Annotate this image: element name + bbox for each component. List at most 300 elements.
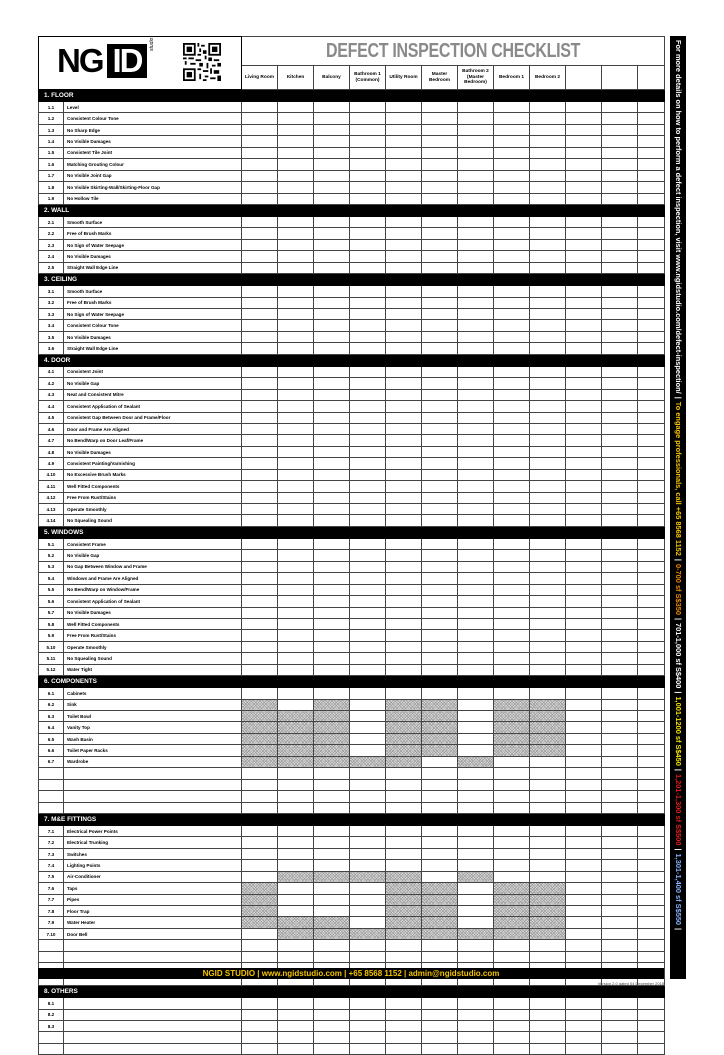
check-cell[interactable] [278,779,314,790]
check-cell[interactable] [278,435,314,446]
check-cell[interactable] [530,768,566,779]
check-cell[interactable] [350,320,386,331]
check-cell[interactable] [638,756,665,767]
check-cell[interactable] [566,251,602,262]
check-cell[interactable] [278,550,314,561]
check-cell[interactable] [566,894,602,905]
check-cell[interactable] [602,860,638,871]
check-cell[interactable] [566,550,602,561]
check-cell[interactable] [314,584,350,595]
check-cell[interactable] [422,538,458,549]
check-cell[interactable] [530,147,566,158]
check-cell[interactable] [494,1043,530,1054]
check-cell[interactable] [638,664,665,675]
check-cell[interactable] [386,239,422,250]
check-cell[interactable] [638,378,665,389]
check-cell[interactable] [494,584,530,595]
check-cell[interactable] [458,1032,494,1043]
check-cell[interactable] [242,641,278,652]
check-cell[interactable] [386,550,422,561]
check-cell[interactable] [494,286,530,297]
check-cell[interactable] [566,561,602,572]
check-cell[interactable] [314,653,350,664]
check-cell[interactable] [602,147,638,158]
check-cell[interactable] [530,561,566,572]
check-cell[interactable] [458,998,494,1009]
check-cell[interactable] [422,481,458,492]
check-cell[interactable] [350,343,386,354]
check-cell[interactable] [566,630,602,641]
check-cell[interactable] [494,343,530,354]
check-cell[interactable] [278,297,314,308]
check-cell[interactable] [386,170,422,181]
check-cell[interactable] [242,768,278,779]
check-cell[interactable] [638,515,665,526]
check-cell[interactable] [530,607,566,618]
check-cell[interactable] [530,458,566,469]
check-cell[interactable] [242,573,278,584]
check-cell[interactable] [458,802,494,813]
check-cell[interactable] [566,618,602,629]
check-cell[interactable] [530,446,566,457]
check-cell[interactable] [422,297,458,308]
check-cell[interactable] [494,618,530,629]
check-cell[interactable] [602,745,638,756]
check-cell[interactable] [350,1009,386,1020]
check-cell[interactable] [242,791,278,802]
check-cell[interactable] [386,825,422,836]
check-cell[interactable] [638,136,665,147]
check-cell[interactable] [638,584,665,595]
check-cell[interactable] [530,1020,566,1031]
check-cell[interactable] [566,596,602,607]
check-cell[interactable] [458,124,494,135]
check-cell[interactable] [314,641,350,652]
check-cell[interactable] [242,182,278,193]
check-cell[interactable] [278,492,314,503]
check-cell[interactable] [602,251,638,262]
check-cell[interactable] [638,320,665,331]
check-cell[interactable] [422,860,458,871]
check-cell[interactable] [278,216,314,227]
check-cell[interactable] [566,928,602,939]
check-cell[interactable] [422,607,458,618]
check-cell[interactable] [602,286,638,297]
check-cell[interactable] [422,1020,458,1031]
check-cell[interactable] [278,182,314,193]
check-cell[interactable] [242,504,278,515]
check-cell[interactable] [422,113,458,124]
check-cell[interactable] [458,779,494,790]
check-cell[interactable] [350,561,386,572]
check-cell[interactable] [494,768,530,779]
check-cell[interactable] [386,147,422,158]
check-cell[interactable] [350,216,386,227]
check-cell[interactable] [458,423,494,434]
check-cell[interactable] [242,779,278,790]
check-cell[interactable] [530,573,566,584]
check-cell[interactable] [638,688,665,699]
check-cell[interactable] [638,802,665,813]
check-cell[interactable] [566,871,602,882]
check-cell[interactable] [458,286,494,297]
check-cell[interactable] [566,147,602,158]
check-cell[interactable] [314,469,350,480]
check-cell[interactable] [314,320,350,331]
check-cell[interactable] [458,113,494,124]
check-cell[interactable] [242,113,278,124]
check-cell[interactable] [314,1009,350,1020]
check-cell[interactable] [242,1043,278,1054]
check-cell[interactable] [566,320,602,331]
check-cell[interactable] [314,894,350,905]
check-cell[interactable] [350,607,386,618]
check-cell[interactable] [458,515,494,526]
check-cell[interactable] [422,286,458,297]
check-cell[interactable] [602,170,638,181]
check-cell[interactable] [458,538,494,549]
check-cell[interactable] [494,802,530,813]
check-cell[interactable] [638,733,665,744]
check-cell[interactable] [602,159,638,170]
check-cell[interactable] [494,297,530,308]
check-cell[interactable] [566,848,602,859]
check-cell[interactable] [314,216,350,227]
check-cell[interactable] [494,458,530,469]
check-cell[interactable] [494,182,530,193]
check-cell[interactable] [566,193,602,204]
check-cell[interactable] [602,791,638,802]
check-cell[interactable] [350,147,386,158]
check-cell[interactable] [566,699,602,710]
check-cell[interactable] [278,124,314,135]
check-cell[interactable] [638,791,665,802]
check-cell[interactable] [314,906,350,917]
check-cell[interactable] [458,791,494,802]
check-cell[interactable] [278,136,314,147]
check-cell[interactable] [242,596,278,607]
check-cell[interactable] [422,435,458,446]
check-cell[interactable] [422,653,458,664]
check-cell[interactable] [458,951,494,962]
check-cell[interactable] [530,102,566,113]
check-cell[interactable] [494,423,530,434]
check-cell[interactable] [386,102,422,113]
check-cell[interactable] [278,343,314,354]
check-cell[interactable] [566,768,602,779]
check-cell[interactable] [350,136,386,147]
check-cell[interactable] [350,802,386,813]
check-cell[interactable] [602,607,638,618]
check-cell[interactable] [638,1020,665,1031]
check-cell[interactable] [530,596,566,607]
check-cell[interactable] [638,159,665,170]
check-cell[interactable] [314,664,350,675]
check-cell[interactable] [494,102,530,113]
check-cell[interactable] [386,998,422,1009]
check-cell[interactable] [422,102,458,113]
check-cell[interactable] [530,262,566,273]
check-cell[interactable] [530,791,566,802]
check-cell[interactable] [638,366,665,377]
check-cell[interactable] [278,791,314,802]
check-cell[interactable] [350,412,386,423]
check-cell[interactable] [494,791,530,802]
check-cell[interactable] [530,664,566,675]
check-cell[interactable] [602,343,638,354]
check-cell[interactable] [530,584,566,595]
check-cell[interactable] [602,262,638,273]
check-cell[interactable] [566,664,602,675]
check-cell[interactable] [314,481,350,492]
check-cell[interactable] [458,688,494,699]
check-cell[interactable] [566,998,602,1009]
check-cell[interactable] [386,584,422,595]
check-cell[interactable] [386,573,422,584]
check-cell[interactable] [386,802,422,813]
check-cell[interactable] [242,802,278,813]
check-cell[interactable] [638,102,665,113]
check-cell[interactable] [422,401,458,412]
check-cell[interactable] [458,412,494,423]
check-cell[interactable] [314,596,350,607]
check-cell[interactable] [494,136,530,147]
check-cell[interactable] [602,573,638,584]
check-cell[interactable] [530,170,566,181]
check-cell[interactable] [278,113,314,124]
check-cell[interactable] [638,711,665,722]
check-cell[interactable] [242,159,278,170]
check-cell[interactable] [458,860,494,871]
check-cell[interactable] [242,216,278,227]
check-cell[interactable] [530,756,566,767]
check-cell[interactable] [638,170,665,181]
check-cell[interactable] [278,894,314,905]
check-cell[interactable] [314,124,350,135]
check-cell[interactable] [242,147,278,158]
check-cell[interactable] [350,550,386,561]
check-cell[interactable] [494,216,530,227]
check-cell[interactable] [386,435,422,446]
check-cell[interactable] [638,906,665,917]
check-cell[interactable] [350,745,386,756]
check-cell[interactable] [530,641,566,652]
check-cell[interactable] [530,1032,566,1043]
check-cell[interactable] [350,366,386,377]
check-cell[interactable] [566,1043,602,1054]
check-cell[interactable] [530,779,566,790]
check-cell[interactable] [386,251,422,262]
check-cell[interactable] [638,297,665,308]
check-cell[interactable] [566,124,602,135]
check-cell[interactable] [494,607,530,618]
check-cell[interactable] [458,309,494,320]
check-cell[interactable] [602,504,638,515]
check-cell[interactable] [530,320,566,331]
check-cell[interactable] [566,906,602,917]
check-cell[interactable] [602,331,638,342]
check-cell[interactable] [638,951,665,962]
check-cell[interactable] [422,561,458,572]
check-cell[interactable] [494,504,530,515]
check-cell[interactable] [350,894,386,905]
check-cell[interactable] [314,688,350,699]
check-cell[interactable] [242,297,278,308]
check-cell[interactable] [494,538,530,549]
check-cell[interactable] [350,573,386,584]
check-cell[interactable] [602,928,638,939]
check-cell[interactable] [602,630,638,641]
check-cell[interactable] [566,641,602,652]
check-cell[interactable] [458,343,494,354]
check-cell[interactable] [458,745,494,756]
check-cell[interactable] [422,446,458,457]
check-cell[interactable] [566,239,602,250]
check-cell[interactable] [242,928,278,939]
check-cell[interactable] [422,331,458,342]
check-cell[interactable] [494,481,530,492]
check-cell[interactable] [242,331,278,342]
check-cell[interactable] [350,297,386,308]
check-cell[interactable] [530,550,566,561]
check-cell[interactable] [278,630,314,641]
check-cell[interactable] [350,653,386,664]
check-cell[interactable] [242,515,278,526]
check-cell[interactable] [458,251,494,262]
check-cell[interactable] [566,779,602,790]
check-cell[interactable] [422,837,458,848]
check-cell[interactable] [314,630,350,641]
check-cell[interactable] [566,492,602,503]
check-cell[interactable] [422,469,458,480]
check-cell[interactable] [314,561,350,572]
check-cell[interactable] [350,446,386,457]
check-cell[interactable] [602,883,638,894]
check-cell[interactable] [602,779,638,790]
check-cell[interactable] [350,733,386,744]
check-cell[interactable] [314,802,350,813]
check-cell[interactable] [278,653,314,664]
check-cell[interactable] [494,124,530,135]
check-cell[interactable] [422,515,458,526]
check-cell[interactable] [530,401,566,412]
check-cell[interactable] [602,1009,638,1020]
check-cell[interactable] [638,538,665,549]
check-cell[interactable] [566,228,602,239]
check-cell[interactable] [638,124,665,135]
check-cell[interactable] [566,573,602,584]
check-cell[interactable] [458,297,494,308]
check-cell[interactable] [566,917,602,928]
check-cell[interactable] [602,733,638,744]
check-cell[interactable] [494,837,530,848]
check-cell[interactable] [566,412,602,423]
check-cell[interactable] [314,435,350,446]
check-cell[interactable] [566,584,602,595]
check-cell[interactable] [314,343,350,354]
check-cell[interactable] [350,515,386,526]
check-cell[interactable] [530,1043,566,1054]
check-cell[interactable] [242,389,278,400]
check-cell[interactable] [602,768,638,779]
check-cell[interactable] [494,228,530,239]
check-cell[interactable] [566,366,602,377]
check-cell[interactable] [530,228,566,239]
check-cell[interactable] [494,951,530,962]
check-cell[interactable] [278,469,314,480]
check-cell[interactable] [386,446,422,457]
check-cell[interactable] [386,469,422,480]
check-cell[interactable] [458,366,494,377]
check-cell[interactable] [386,492,422,503]
check-cell[interactable] [386,423,422,434]
check-cell[interactable] [530,286,566,297]
check-cell[interactable] [602,389,638,400]
check-cell[interactable] [638,309,665,320]
check-cell[interactable] [278,481,314,492]
check-cell[interactable] [278,940,314,951]
check-cell[interactable] [278,102,314,113]
check-cell[interactable] [530,825,566,836]
check-cell[interactable] [242,607,278,618]
check-cell[interactable] [458,711,494,722]
check-cell[interactable] [638,469,665,480]
check-cell[interactable] [314,309,350,320]
check-cell[interactable] [278,412,314,423]
check-cell[interactable] [638,401,665,412]
check-cell[interactable] [638,641,665,652]
check-cell[interactable] [602,756,638,767]
check-cell[interactable] [314,389,350,400]
check-cell[interactable] [566,170,602,181]
check-cell[interactable] [602,309,638,320]
check-cell[interactable] [314,860,350,871]
check-cell[interactable] [638,573,665,584]
check-cell[interactable] [314,848,350,859]
check-cell[interactable] [242,343,278,354]
check-cell[interactable] [530,688,566,699]
check-cell[interactable] [566,136,602,147]
check-cell[interactable] [350,951,386,962]
check-cell[interactable] [350,309,386,320]
check-cell[interactable] [638,917,665,928]
check-cell[interactable] [566,435,602,446]
check-cell[interactable] [314,331,350,342]
check-cell[interactable] [242,366,278,377]
check-cell[interactable] [494,573,530,584]
check-cell[interactable] [458,653,494,664]
check-cell[interactable] [386,193,422,204]
check-cell[interactable] [494,550,530,561]
check-cell[interactable] [530,860,566,871]
check-cell[interactable] [638,481,665,492]
check-cell[interactable] [350,239,386,250]
check-cell[interactable] [494,320,530,331]
check-cell[interactable] [314,998,350,1009]
check-cell[interactable] [242,228,278,239]
check-cell[interactable] [566,423,602,434]
check-cell[interactable] [602,136,638,147]
check-cell[interactable] [386,779,422,790]
check-cell[interactable] [422,998,458,1009]
check-cell[interactable] [566,113,602,124]
check-cell[interactable] [350,1032,386,1043]
check-cell[interactable] [638,883,665,894]
check-cell[interactable] [350,286,386,297]
check-cell[interactable] [314,136,350,147]
check-cell[interactable] [458,894,494,905]
check-cell[interactable] [350,848,386,859]
